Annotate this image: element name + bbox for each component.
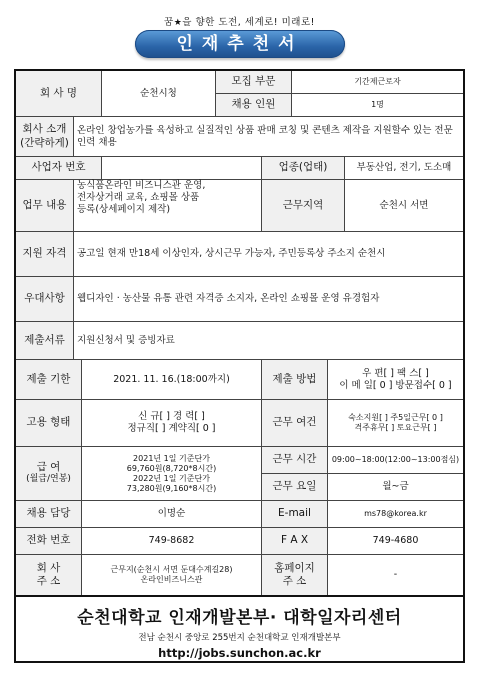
- preference-label: 우대사항: [16, 277, 74, 322]
- address-line2: 온라인비즈니스관: [140, 575, 203, 584]
- recruit-field: 기간제근로자: [292, 71, 463, 94]
- work-cond-label: 근무 여건: [262, 400, 328, 447]
- fax: 749-4680: [328, 528, 463, 555]
- homepage-label: [262, 555, 328, 595]
- salary-label: [16, 447, 82, 501]
- address-label-line1: 회 사: [36, 561, 61, 574]
- salary-line1: 2021년 1일 기준단가: [133, 453, 210, 463]
- employment: [82, 400, 262, 447]
- footer: [14, 597, 465, 663]
- industry-label: 업종(업태): [262, 157, 345, 180]
- method: [328, 360, 463, 400]
- phone: 749-8682: [82, 528, 262, 555]
- email-label: E-mail: [262, 501, 328, 528]
- homepage-label-line2: 주 소: [282, 575, 307, 587]
- company-intro: 온라인 창업농가를 육성하고 실질적인 상품 판매 코칭 및 콘텐츠 제작을 지원할수 있는 전문 인력 채용: [74, 117, 463, 157]
- qualification-label: 지원 자격: [16, 232, 74, 277]
- duty-line3: 등록(상세페이지 제작): [77, 203, 171, 215]
- employment-line1: 신 규[ ] 경 력[ ]: [138, 411, 205, 423]
- salary-line4: 73,280원(9,160*8시간): [126, 483, 217, 493]
- salary-line2: 69,760원(8,720*8시간): [126, 463, 217, 473]
- footer-url[interactable]: http://jobs.sunchon.ac.kr: [158, 646, 321, 660]
- company-name-label: 회 사 명: [16, 71, 102, 117]
- slogan: [0, 14, 479, 28]
- method-line1: 우 편[ ] 팩 스[ ]: [362, 367, 429, 379]
- bizno-label: 사업자 번호: [16, 157, 102, 180]
- duty-line2: 전자상거래 교육, 쇼핑몰 상품: [77, 191, 200, 203]
- method-label: 제출 방법: [262, 360, 328, 400]
- intro-label: [16, 117, 74, 157]
- intro-label-line1: 회사 소개: [22, 123, 67, 136]
- homepage: -: [393, 569, 398, 581]
- duty-label: 업무 내용: [16, 180, 74, 232]
- employment-label: 고용 형태: [16, 400, 82, 447]
- homepage-label-line1: 홈페이지: [274, 561, 315, 574]
- address-label: [16, 555, 82, 595]
- hours-label: 근무 시간: [262, 447, 328, 474]
- hours: 09:00~18:00(12:00~13:00점심): [328, 447, 463, 474]
- footer-address: 전남 순천시 중앙로 255번지 순천대학교 인재개발본부: [138, 633, 341, 643]
- industry: 부동산업, 전기, 도소매: [345, 157, 463, 180]
- recruit-field-label: 모집 부문: [216, 71, 292, 94]
- deadline-label: 제출 기한: [16, 360, 82, 400]
- address-line1: 근무지(순천시 서면 둔대수계길28): [110, 565, 233, 574]
- salary-label-line1: 급 여: [36, 461, 61, 474]
- bizno: [102, 157, 262, 180]
- footer-org: 순천대학교 인재개발본부· 대학일자리센터: [77, 608, 402, 628]
- work-cond-line2: 격주휴무[ ] 토요근무[ ]: [354, 423, 437, 432]
- employment-line2: 정규직[ ] 계약직[ 0 ]: [127, 423, 216, 434]
- duty-line1: 농식품온라인 비즈니스관 운영,: [77, 180, 206, 191]
- recommendation-form: [14, 69, 465, 597]
- phone-label: 전화 번호: [16, 528, 82, 555]
- star-icon: ★: [173, 18, 183, 28]
- hires: 1명: [292, 94, 463, 117]
- salary-line3: 2022년 1일 기준단가: [133, 473, 210, 483]
- location: 순천시 서면: [345, 180, 463, 232]
- salary: [82, 447, 262, 501]
- slogan-text-a: 꿈: [164, 17, 174, 28]
- manager-label: 채용 담당: [16, 501, 82, 528]
- hires-label: 채용 인원: [216, 94, 292, 117]
- documents-label: 제출서류: [16, 322, 74, 360]
- deadline: 2021. 11. 16.(18:00까지): [82, 360, 262, 400]
- page-title: 인재추천서: [135, 30, 345, 58]
- slogan-text-b: 을 향한 도전, 세계로! 미래로!: [182, 17, 315, 28]
- intro-label-line2: (간략하게): [20, 136, 69, 149]
- method-line2: 이 메 일[ 0 ] 방문접수[ 0 ]: [339, 379, 452, 391]
- documents: 지원신청서 및 증빙자료: [74, 322, 463, 360]
- qualification: 공고일 현재 만18세 이상인자, 상시근무 가능자, 주민등록상 주소지 순천시: [74, 232, 463, 277]
- preference: 웹디자인 · 농산물 유통 관련 자격증 소지자, 온라인 쇼핑몰 운영 유경험자: [74, 277, 463, 322]
- location-label: 근무지역: [262, 180, 345, 232]
- company-name: 순천시청: [102, 71, 216, 117]
- work-cond-line1: 숙소지원[ ] 주5일근무[ 0 ]: [348, 413, 443, 422]
- days: 월~금: [328, 474, 463, 501]
- manager: 이명순: [82, 501, 262, 528]
- fax-label: F A X: [262, 528, 328, 555]
- duty: [74, 180, 262, 232]
- work-cond: [328, 400, 463, 447]
- address: [82, 555, 262, 595]
- salary-label-line2: (월급/연봉): [26, 474, 71, 485]
- email[interactable]: ms78@korea.kr: [328, 501, 463, 528]
- days-label: 근무 요일: [262, 474, 328, 501]
- address-label-line2: 주 소: [36, 575, 61, 587]
